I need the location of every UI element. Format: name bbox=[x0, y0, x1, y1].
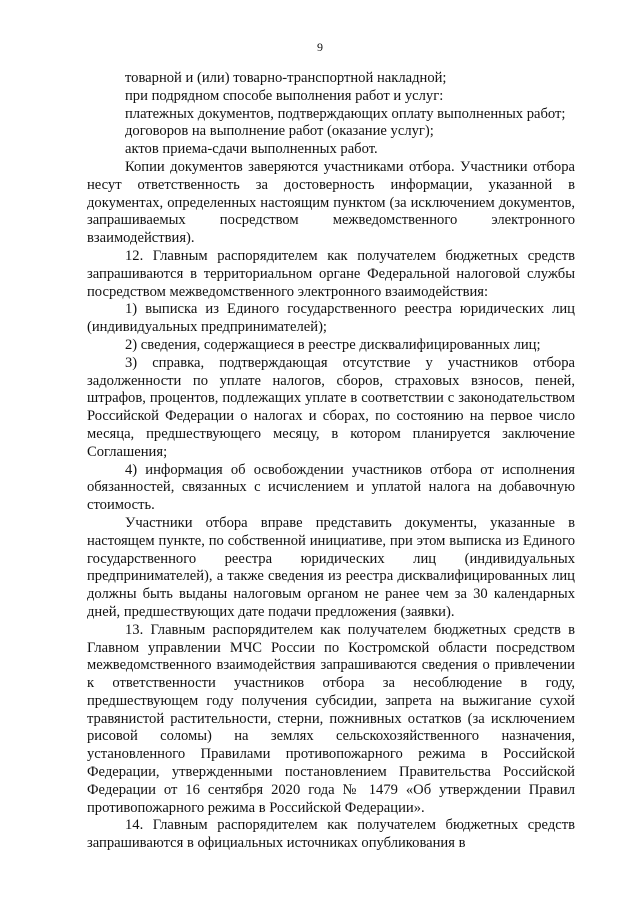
paragraph-item-1: 1) выписка из Единого государственного реестра юридических лиц (индивидуальных предпринимателей); bbox=[87, 301, 575, 336]
paragraph-item-4: 4) информация об освобождении участников отбора от исполнения обязанностей, связанных с исчислением и уплатой налога на добавочную стоимость. bbox=[87, 461, 575, 514]
page-number: 9 bbox=[317, 40, 323, 54]
paragraph-participants-right: Участники отбора вправе представить документы, указанные в настоящем пункте, по собственной инициативе, при этом выписка из Единого государственного реестра юридических лиц (индивидуальных предпринимателей), а также сведения из реестра дисквалифицированных лиц должны быть выданы налоговым органом не ранее чем за 30 календарных дней, предшествующих дате подачи предложения (заявки). bbox=[87, 514, 575, 620]
paragraph-item-3: 3) справка, подтверждающая отсутствие у участников отбора задолженности по уплате налогов, сборов, страховых взносов, пеней, штрафов, процентов, подлежащих уплате в соответствии с законодательством Российской Федерации о налогах и сборах, по состоянию на первое число месяца, предшествующего месяцу, в котором планируется заключение Соглашения; bbox=[87, 354, 575, 460]
paragraph-payment-docs: платежных документов, подтверждающих оплату выполненных работ; bbox=[125, 105, 566, 122]
paragraph-waybill: товарной и (или) товарно-транспортной накладной; bbox=[125, 70, 447, 86]
paragraph-clause-12: 12. Главным распорядителем как получателем бюджетных средств запрашиваются в территориальном органе Федеральной налоговой службы посредством межведомственного электронного взаимодействия: bbox=[87, 247, 575, 300]
paragraph-acceptance-acts: актов приема-сдачи выполненных работ. bbox=[125, 141, 378, 158]
paragraph-clause-13: 13. Главным распорядителем как получателем бюджетных средств в Главном управлении МЧС России по Костромской области посредством межведомственного взаимодействия запрашиваются сведения о привлечении к ответственности участников отбора за несоблюдение в году, предшествующем году получения субсидии, запрета на выжигание сухой травянистой растительности, стерни, пожнивных остатков (за исключением рисовой соломы) на землях сельскохозяйственного назначения, установленного Правилами противопожарного режима в Российской Федерации, утвержденными постановлением Правительства Российской Федерации от 16 сентября 2020 года № 1479 «Об утверждении Правил противопожарного режима в Российской Федерации». bbox=[87, 621, 575, 816]
paragraph-contract-method: при подрядном способе выполнения работ и услуг: bbox=[125, 87, 444, 104]
paragraph-clause-14: 14. Главным распорядителем как получателем бюджетных средств запрашиваются в официальных источниках опубликования в bbox=[87, 817, 575, 852]
paragraph-work-contracts: договоров на выполнение работ (оказание услуг); bbox=[125, 123, 434, 140]
document-body bbox=[87, 70, 575, 853]
paragraph-document-copies: Копии документов заверяются участниками отбора. Участники отбора несут ответственность за достоверность информации, указанной в документах, определенных настоящим пунктом (за исключением документов, запрашиваемых посредством межведомственного электронного взаимодействия). bbox=[87, 158, 575, 247]
paragraph-item-2: 2) сведения, содержащиеся в реестре дисквалифицированных лиц; bbox=[125, 336, 541, 353]
